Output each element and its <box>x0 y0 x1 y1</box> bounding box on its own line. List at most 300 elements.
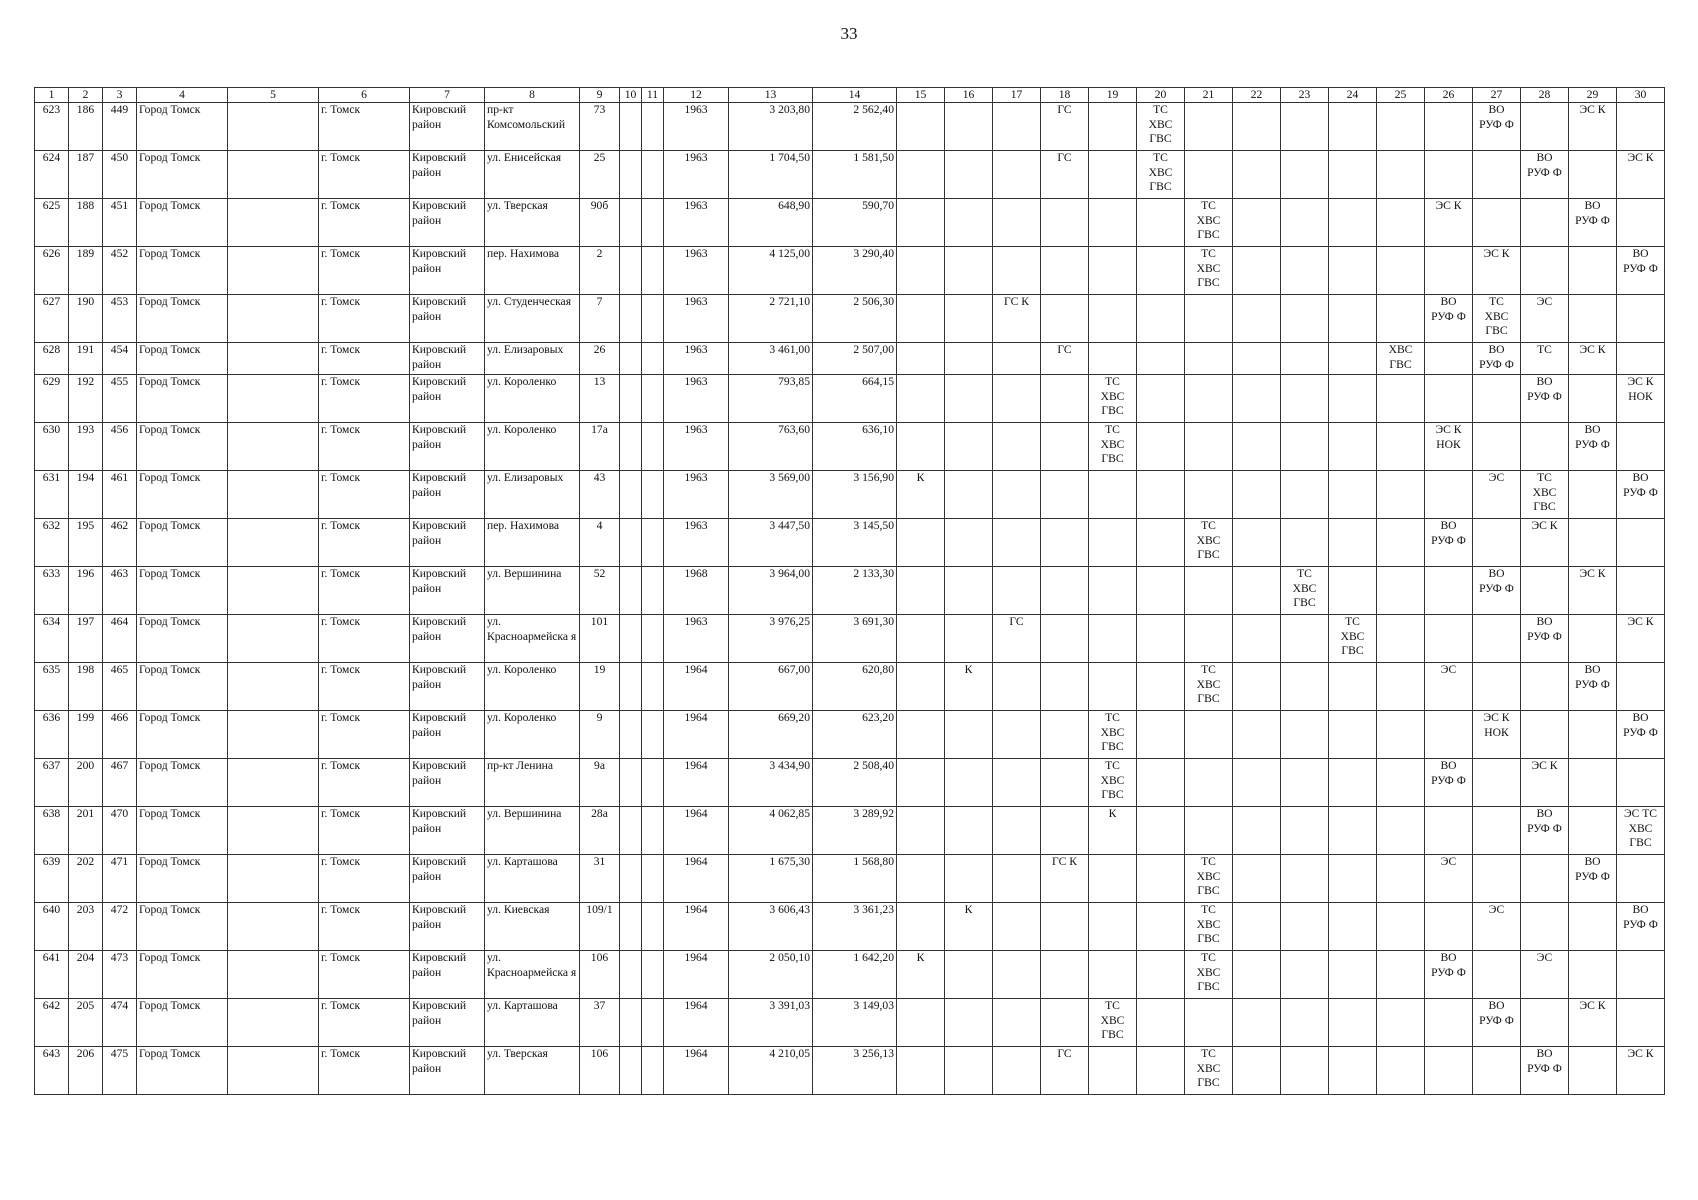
table-cell <box>228 375 319 423</box>
table-cell: 648,90 <box>729 199 813 247</box>
table-cell <box>1233 1047 1281 1095</box>
table-cell <box>620 423 642 471</box>
table-cell <box>897 519 945 567</box>
table-cell <box>1329 711 1377 759</box>
table-cell <box>945 519 993 567</box>
table-row <box>35 663 1665 711</box>
table-cell <box>1233 999 1281 1047</box>
table-cell: ВО РУФ Ф <box>1521 807 1569 855</box>
table-cell: ул. Карташова <box>485 855 580 903</box>
column-header-21: 21 <box>1185 88 1233 103</box>
table-cell <box>1233 663 1281 711</box>
table-cell: 626 <box>35 247 69 295</box>
column-header-14: 14 <box>813 88 897 103</box>
table-cell <box>945 855 993 903</box>
column-header-29: 29 <box>1569 88 1617 103</box>
column-header-5: 5 <box>228 88 319 103</box>
column-header-4: 4 <box>137 88 228 103</box>
table-cell <box>228 471 319 519</box>
table-cell <box>620 759 642 807</box>
table-cell <box>1473 615 1521 663</box>
table-cell: 202 <box>69 855 103 903</box>
table-cell: 1 581,50 <box>813 151 897 199</box>
table-cell: г. Томск <box>319 807 410 855</box>
table-cell <box>1137 759 1185 807</box>
table-cell: 3 149,03 <box>813 999 897 1047</box>
column-header-7: 7 <box>410 88 485 103</box>
table-cell: г. Томск <box>319 759 410 807</box>
table-cell: ТС ХВС ГВС <box>1185 1047 1233 1095</box>
table-cell: 793,85 <box>729 375 813 423</box>
table-cell <box>1137 807 1185 855</box>
table-cell: ул. Короленко <box>485 423 580 471</box>
table-cell: ГС <box>1041 343 1089 375</box>
table-cell <box>1569 807 1617 855</box>
table-cell: ул. Карташова <box>485 999 580 1047</box>
table-cell <box>1569 759 1617 807</box>
table-cell <box>1089 471 1137 519</box>
table-cell: 2 507,00 <box>813 343 897 375</box>
table-cell <box>993 151 1041 199</box>
table-cell: ул. Елизаровых <box>485 343 580 375</box>
table-cell <box>228 1047 319 1095</box>
table-cell <box>1281 711 1329 759</box>
table-cell: 466 <box>103 711 137 759</box>
table-cell <box>1233 295 1281 343</box>
table-cell <box>945 1047 993 1095</box>
table-cell <box>1569 615 1617 663</box>
table-cell: 3 156,90 <box>813 471 897 519</box>
table-cell <box>1425 247 1473 295</box>
table-cell: ВО РУФ Ф <box>1425 759 1473 807</box>
table-cell <box>993 711 1041 759</box>
table-cell: ул. Тверская <box>485 1047 580 1095</box>
table-cell: ЭС К <box>1521 759 1569 807</box>
table-cell <box>945 247 993 295</box>
table-cell <box>993 999 1041 1047</box>
table-row <box>35 343 1665 375</box>
table-cell: 3 203,80 <box>729 103 813 151</box>
table-cell: Город Томск <box>137 567 228 615</box>
table-cell: 2 050,10 <box>729 951 813 999</box>
table-cell: ВО РУФ Ф <box>1617 471 1665 519</box>
table-cell <box>1329 471 1377 519</box>
table-cell: ЭС <box>1425 663 1473 711</box>
table-cell: 9 <box>580 711 620 759</box>
table-cell: 633 <box>35 567 69 615</box>
table-row <box>35 247 1665 295</box>
table-cell: Город Томск <box>137 247 228 295</box>
table-cell: ВО РУФ Ф <box>1569 663 1617 711</box>
table-cell: К <box>945 903 993 951</box>
table-cell: ТС ХВС ГВС <box>1185 855 1233 903</box>
table-cell: ЭС <box>1521 951 1569 999</box>
table-cell <box>620 343 642 375</box>
table-cell <box>1233 151 1281 199</box>
table-cell <box>620 663 642 711</box>
table-row <box>35 855 1665 903</box>
table-cell <box>228 807 319 855</box>
table-cell: 1964 <box>664 807 729 855</box>
table-cell: ЭС ТС ХВС ГВС <box>1617 807 1665 855</box>
column-header-19: 19 <box>1089 88 1137 103</box>
table-cell <box>1041 295 1089 343</box>
table-cell <box>1281 471 1329 519</box>
table-cell: 200 <box>69 759 103 807</box>
table-cell <box>1281 375 1329 423</box>
column-header-25: 25 <box>1377 88 1425 103</box>
table-cell <box>228 343 319 375</box>
table-cell: ТС ХВС ГВС <box>1185 951 1233 999</box>
table-cell: ТС ХВС ГВС <box>1281 567 1329 615</box>
table-cell: Город Томск <box>137 999 228 1047</box>
table-cell: Кировский район <box>410 1047 485 1095</box>
table-cell: 3 434,90 <box>729 759 813 807</box>
table-cell: 4 210,05 <box>729 1047 813 1095</box>
table-cell <box>1281 151 1329 199</box>
table-cell <box>642 471 664 519</box>
table-cell: 1 675,30 <box>729 855 813 903</box>
table-cell <box>993 343 1041 375</box>
table-cell <box>945 759 993 807</box>
table-cell: ВО РУФ Ф <box>1617 711 1665 759</box>
column-header-15: 15 <box>897 88 945 103</box>
table-cell <box>1569 471 1617 519</box>
table-cell <box>1233 199 1281 247</box>
table-cell: ВО РУФ Ф <box>1617 247 1665 295</box>
table-cell <box>993 375 1041 423</box>
table-cell: Город Томск <box>137 663 228 711</box>
table-cell: 1963 <box>664 247 729 295</box>
table-cell: Кировский район <box>410 903 485 951</box>
table-cell: ЭС <box>1521 295 1569 343</box>
table-cell: г. Томск <box>319 471 410 519</box>
table-cell: г. Томск <box>319 855 410 903</box>
column-header-10: 10 <box>620 88 642 103</box>
table-cell <box>620 615 642 663</box>
table-cell: ТС ХВС ГВС <box>1473 295 1521 343</box>
table-cell <box>1521 103 1569 151</box>
table-cell: 2 508,40 <box>813 759 897 807</box>
table-cell <box>1377 423 1425 471</box>
table-cell: 186 <box>69 103 103 151</box>
table-cell <box>1617 663 1665 711</box>
table-cell <box>1041 711 1089 759</box>
table-cell: 454 <box>103 343 137 375</box>
table-cell: г. Томск <box>319 103 410 151</box>
table-cell: г. Томск <box>319 375 410 423</box>
table-row <box>35 103 1665 151</box>
table-cell <box>1617 999 1665 1047</box>
table-cell <box>1425 999 1473 1047</box>
table-cell: 463 <box>103 567 137 615</box>
table-cell: ГС <box>993 615 1041 663</box>
table-cell <box>1617 519 1665 567</box>
table-cell: ЭС <box>1425 855 1473 903</box>
table-cell: ГС <box>1041 1047 1089 1095</box>
column-header-28: 28 <box>1521 88 1569 103</box>
table-cell: 628 <box>35 343 69 375</box>
table-cell: ГС К <box>993 295 1041 343</box>
column-header-30: 30 <box>1617 88 1665 103</box>
table-cell: 1964 <box>664 999 729 1047</box>
table-cell: 195 <box>69 519 103 567</box>
table-cell: Город Томск <box>137 199 228 247</box>
table-cell <box>1569 951 1617 999</box>
table-cell <box>1521 903 1569 951</box>
table-cell <box>620 519 642 567</box>
table-cell: 3 964,00 <box>729 567 813 615</box>
table-cell <box>1425 151 1473 199</box>
table-cell: г. Томск <box>319 567 410 615</box>
table-cell <box>945 343 993 375</box>
table-cell <box>642 103 664 151</box>
table-cell <box>1425 711 1473 759</box>
table-cell <box>1233 759 1281 807</box>
table-cell <box>1377 567 1425 615</box>
table-cell <box>1329 343 1377 375</box>
table-cell <box>897 375 945 423</box>
table-cell: 640 <box>35 903 69 951</box>
table-cell <box>1137 519 1185 567</box>
table-cell <box>945 423 993 471</box>
table-cell <box>620 199 642 247</box>
table-cell <box>1281 199 1329 247</box>
table-cell: Кировский район <box>410 295 485 343</box>
table-cell <box>1281 295 1329 343</box>
table-cell: Город Томск <box>137 711 228 759</box>
table-cell: Город Томск <box>137 855 228 903</box>
table-cell <box>1425 903 1473 951</box>
table-cell: ВО РУФ Ф <box>1473 343 1521 375</box>
table-cell <box>1137 855 1185 903</box>
table-cell: ТС ХВС ГВС <box>1329 615 1377 663</box>
table-row <box>35 1047 1665 1095</box>
table-cell: 4 125,00 <box>729 247 813 295</box>
table-cell: 625 <box>35 199 69 247</box>
table-cell <box>897 423 945 471</box>
table-cell <box>897 759 945 807</box>
table-row <box>35 999 1665 1047</box>
table-cell <box>620 1047 642 1095</box>
table-cell: 3 569,00 <box>729 471 813 519</box>
table-row <box>35 615 1665 663</box>
table-cell <box>945 615 993 663</box>
column-header-12: 12 <box>664 88 729 103</box>
table-cell <box>1137 423 1185 471</box>
table-cell: 638 <box>35 807 69 855</box>
table-cell <box>945 807 993 855</box>
table-cell <box>1137 375 1185 423</box>
table-cell: 193 <box>69 423 103 471</box>
table-cell <box>1329 199 1377 247</box>
table-cell: 2 506,30 <box>813 295 897 343</box>
table-cell <box>228 903 319 951</box>
table-cell <box>1137 567 1185 615</box>
table-cell: ТС <box>1521 343 1569 375</box>
table-cell: 635 <box>35 663 69 711</box>
table-cell <box>1281 343 1329 375</box>
table-cell: ул. Енисейская <box>485 151 580 199</box>
table-cell <box>1281 855 1329 903</box>
table-cell <box>1569 711 1617 759</box>
table-cell <box>1041 567 1089 615</box>
table-cell: 1963 <box>664 615 729 663</box>
table-cell: К <box>897 951 945 999</box>
table-cell <box>228 951 319 999</box>
table-cell <box>897 663 945 711</box>
table-cell: ТС ХВС ГВС <box>1521 471 1569 519</box>
table-cell: 763,60 <box>729 423 813 471</box>
table-cell: 43 <box>580 471 620 519</box>
table-cell: 590,70 <box>813 199 897 247</box>
table-cell: ВО РУФ Ф <box>1521 151 1569 199</box>
table-cell: ТС ХВС ГВС <box>1089 375 1137 423</box>
table-cell: Кировский район <box>410 199 485 247</box>
table-cell <box>1089 519 1137 567</box>
table-cell: 1968 <box>664 567 729 615</box>
table-cell <box>1617 103 1665 151</box>
column-header-26: 26 <box>1425 88 1473 103</box>
table-cell <box>1281 423 1329 471</box>
table-cell <box>1041 375 1089 423</box>
table-cell <box>1473 423 1521 471</box>
table-cell: Кировский район <box>410 615 485 663</box>
column-header-16: 16 <box>945 88 993 103</box>
table-cell: Город Томск <box>137 375 228 423</box>
table-row <box>35 951 1665 999</box>
table-cell <box>1569 151 1617 199</box>
table-cell: 475 <box>103 1047 137 1095</box>
table-cell: 474 <box>103 999 137 1047</box>
table-cell: 624 <box>35 151 69 199</box>
table-cell: г. Томск <box>319 711 410 759</box>
table-cell: 189 <box>69 247 103 295</box>
table-cell: Город Томск <box>137 951 228 999</box>
table-cell <box>620 247 642 295</box>
table-cell: Кировский район <box>410 423 485 471</box>
table-cell <box>228 519 319 567</box>
table-cell <box>1473 199 1521 247</box>
column-header-1: 1 <box>35 88 69 103</box>
table-cell <box>897 199 945 247</box>
table-cell: Кировский район <box>410 247 485 295</box>
table-cell: 101 <box>580 615 620 663</box>
table-cell <box>1089 199 1137 247</box>
table-cell: 7 <box>580 295 620 343</box>
table-cell: г. Томск <box>319 295 410 343</box>
table-cell: 3 290,40 <box>813 247 897 295</box>
table-cell: 472 <box>103 903 137 951</box>
table-cell: г. Томск <box>319 999 410 1047</box>
column-header-2: 2 <box>69 88 103 103</box>
table-cell <box>1233 247 1281 295</box>
table-cell: ТС ХВС ГВС <box>1089 711 1137 759</box>
table-cell: ЭС К <box>1521 519 1569 567</box>
table-cell <box>993 199 1041 247</box>
table-cell: 637 <box>35 759 69 807</box>
table-cell: Кировский район <box>410 151 485 199</box>
table-cell: 1 568,80 <box>813 855 897 903</box>
table-cell <box>945 295 993 343</box>
table-cell: 2 562,40 <box>813 103 897 151</box>
table-cell <box>1425 103 1473 151</box>
table-cell: 1963 <box>664 151 729 199</box>
table-cell <box>1521 199 1569 247</box>
table-cell <box>1425 807 1473 855</box>
table-cell <box>1617 295 1665 343</box>
table-cell: г. Томск <box>319 903 410 951</box>
table-cell: ул. Короленко <box>485 663 580 711</box>
table-cell <box>642 759 664 807</box>
table-cell <box>993 951 1041 999</box>
table-cell <box>1137 663 1185 711</box>
table-cell <box>1617 567 1665 615</box>
table-cell: Кировский район <box>410 471 485 519</box>
table-cell: 453 <box>103 295 137 343</box>
column-header-18: 18 <box>1041 88 1089 103</box>
table-cell: 201 <box>69 807 103 855</box>
table-cell: ул. Вершинина <box>485 567 580 615</box>
table-cell <box>620 567 642 615</box>
table-cell: ВО РУФ Ф <box>1569 199 1617 247</box>
table-cell: ЭС К <box>1617 615 1665 663</box>
table-cell: 196 <box>69 567 103 615</box>
table-cell <box>897 615 945 663</box>
table-cell: ТС ХВС ГВС <box>1137 103 1185 151</box>
table-cell: Город Томск <box>137 295 228 343</box>
table-cell: 464 <box>103 615 137 663</box>
table-row <box>35 423 1665 471</box>
table-cell <box>642 295 664 343</box>
table-cell: Город Томск <box>137 519 228 567</box>
table-cell <box>1185 471 1233 519</box>
table-cell <box>1041 759 1089 807</box>
table-cell: 1 642,20 <box>813 951 897 999</box>
table-cell: Кировский район <box>410 999 485 1047</box>
table-cell: 203 <box>69 903 103 951</box>
table-cell <box>1281 103 1329 151</box>
table-cell <box>897 1047 945 1095</box>
table-cell: 3 361,23 <box>813 903 897 951</box>
table-cell <box>228 151 319 199</box>
table-cell: Кировский район <box>410 711 485 759</box>
table-cell <box>1377 999 1425 1047</box>
table-cell: 1964 <box>664 759 729 807</box>
table-cell: 4 <box>580 519 620 567</box>
table-cell <box>1233 519 1281 567</box>
table-cell: 106 <box>580 951 620 999</box>
table-cell: ЭС К <box>1569 567 1617 615</box>
table-cell: 187 <box>69 151 103 199</box>
table-cell <box>1377 711 1425 759</box>
table-cell <box>1281 999 1329 1047</box>
table-cell: ЭС К <box>1473 247 1521 295</box>
table-cell: 1964 <box>664 903 729 951</box>
table-cell <box>1041 807 1089 855</box>
table-cell <box>897 343 945 375</box>
column-header-6: 6 <box>319 88 410 103</box>
table-cell <box>1425 615 1473 663</box>
table-cell: ТС ХВС ГВС <box>1185 199 1233 247</box>
table-cell <box>1377 295 1425 343</box>
table-cell <box>1281 903 1329 951</box>
table-cell <box>228 567 319 615</box>
table-cell: 3 391,03 <box>729 999 813 1047</box>
table-cell <box>1281 519 1329 567</box>
table-cell <box>1041 903 1089 951</box>
column-header-24: 24 <box>1329 88 1377 103</box>
